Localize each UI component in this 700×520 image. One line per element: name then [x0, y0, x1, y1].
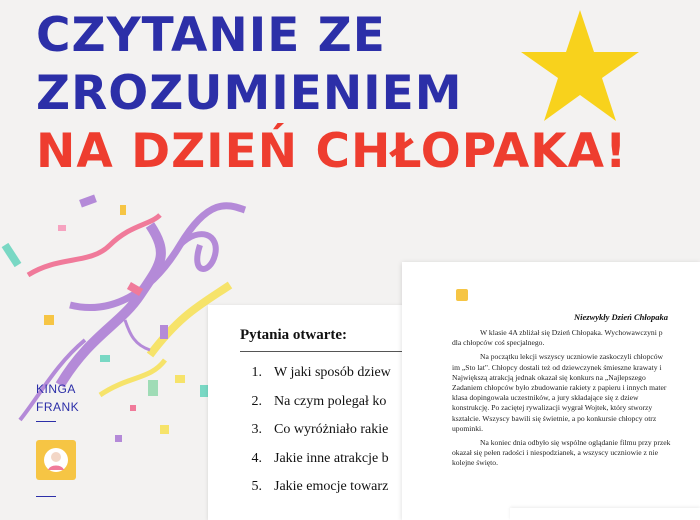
question-text: Jakie inne atrakcje b	[274, 450, 389, 466]
story-line: Na początku lekcji wszyscy uczniowie zaskoczyli chłopców	[480, 352, 664, 362]
question-number: 4.	[251, 450, 262, 466]
star-icon	[518, 8, 642, 124]
questions-list	[240, 353, 391, 502]
list-item	[240, 359, 391, 388]
list-item	[240, 416, 391, 445]
story-line: upominki.	[452, 423, 484, 433]
author-first-name: KINGA	[36, 382, 76, 396]
question-text: Jakie emocje towarz	[274, 479, 389, 494]
story-body	[452, 328, 700, 473]
list-item	[240, 388, 391, 417]
questions-rule	[240, 351, 428, 352]
author-last-name: FRANK	[36, 400, 80, 414]
story-paragraph	[452, 328, 700, 348]
story-line: Na koniec dnia odbyło się wspólne oglądanie filmu przy przek	[480, 438, 671, 448]
question-number: 3.	[251, 422, 262, 437]
story-paragraph	[452, 352, 700, 434]
question-number: 1.	[251, 365, 262, 380]
questions-heading: Pytania otwarte:	[240, 327, 348, 343]
story-line: dla chłopców coś specjalnego.	[452, 338, 545, 348]
question-text: Co wyróżniało rakie	[274, 422, 389, 437]
story-line: kolejne święto.	[452, 458, 498, 468]
questions-card	[208, 305, 428, 520]
story-line: kształcie. Wszyscy bawili się świetnie, a po konkursie chłopcy otrz	[452, 413, 657, 423]
story-line: W klasie 4A zbliżał się Dzień Chłopaka. Wychowawczyni p	[480, 328, 663, 337]
title-line-3: NA DZIEŃ CHŁOPAKA!	[36, 124, 628, 179]
list-item	[240, 473, 391, 502]
divider	[36, 496, 56, 497]
question-text: W jaki sposób dziew	[274, 365, 391, 380]
story-paragraph	[452, 438, 700, 469]
story-title: Niezwykły Dzień Chłopaka	[574, 312, 668, 322]
blank-sheet	[510, 508, 700, 520]
story-line: klasa dopingowała uczestników, a jury składające się z dziew	[452, 393, 639, 403]
question-text: Na czym polegał ko	[274, 393, 387, 409]
story-line: Zadaniem chłopców było zbudowanie rakiety z papieru i innych mater	[452, 383, 667, 393]
title-line-2: ZROZUMIENIEM	[36, 66, 463, 121]
list-item	[240, 445, 391, 474]
story-card	[402, 262, 700, 520]
author-logo-small	[456, 289, 468, 301]
divider	[36, 421, 56, 422]
question-number: 5.	[251, 479, 262, 494]
author-logo	[36, 440, 76, 480]
question-number: 2.	[251, 393, 262, 409]
story-line: Największą atrakcją jednak okazał się konkurs na „Najlepszego	[452, 372, 646, 382]
story-line: konstrukcję. Po zaciętej rywalizacji wygrał Wojtek, który stworzy	[452, 403, 653, 413]
title-line-1: CZYTANIE ZE	[36, 8, 386, 63]
story-line: im „Sto lat". Chłopcy dostali też od dziewczynek śmieszne krawaty i	[452, 362, 662, 372]
story-line: okazał się pełen radości i niespodzianek, a wszyscy uczniowie z nie	[452, 448, 659, 458]
